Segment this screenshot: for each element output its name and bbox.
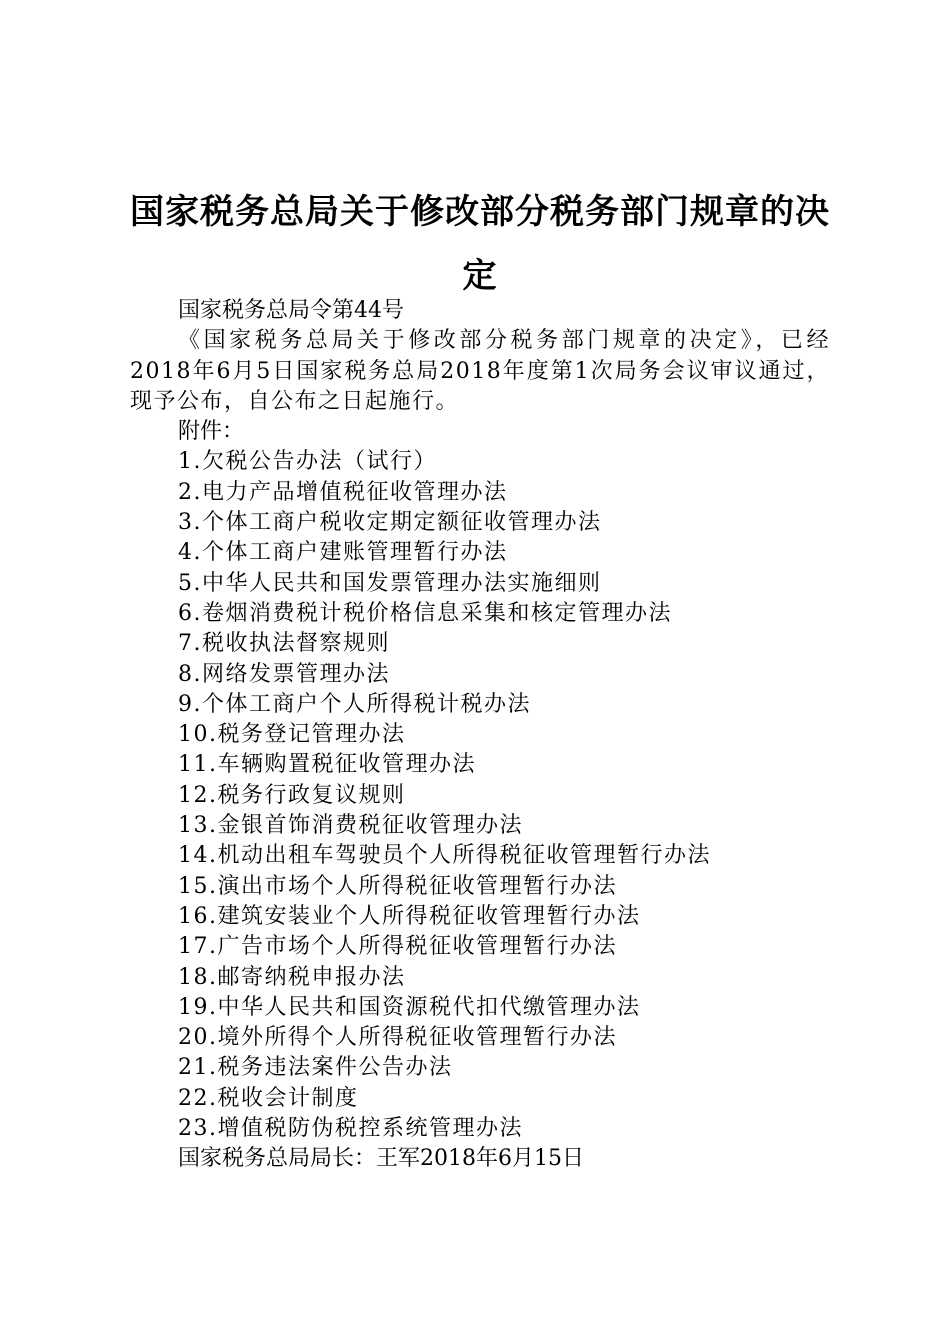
- order-number: 国家税务总局令第44号: [178, 298, 404, 323]
- list-item: 2.电力产品增值税征收管理办法: [178, 479, 508, 505]
- list-item: 18.邮寄纳税申报办法: [178, 964, 406, 990]
- list-item: 22.税收会计制度: [178, 1085, 359, 1111]
- list-item: 1.欠税公告办法（试行）: [178, 449, 437, 475]
- intro-paragraph: 《国家税务总局关于修改部分税务部门规章的决定》，已经2018年6月5日国家税务总局2018年度第1次局务会议审议通过，现予公布，自公布之日起施行。: [130, 328, 830, 414]
- list-item: 16.建筑安装业个人所得税征收管理暂行办法: [178, 903, 641, 929]
- list-item: 14.机动出租车驾驶员个人所得税征收管理暂行办法: [178, 843, 711, 869]
- list-item: 3.个体工商户税收定期定额征收管理办法: [178, 510, 602, 536]
- list-item: 13.金银首饰消费税征收管理办法: [178, 813, 523, 839]
- list-item: 6.卷烟消费税计税价格信息采集和核定管理办法: [178, 600, 672, 626]
- list-item: 17.广告市场个人所得税征收管理暂行办法: [178, 934, 617, 960]
- list-item: 8.网络发票管理办法: [178, 661, 390, 687]
- list-item: 23.增值税防伪税控系统管理办法: [178, 1116, 523, 1142]
- list-item: 11.车辆购置税征收管理办法: [178, 752, 476, 778]
- list-item: 12.税务行政复议规则: [178, 782, 406, 808]
- list-item: 9.个体工商户个人所得税计税办法: [178, 691, 531, 717]
- document-body: [130, 296, 830, 1175]
- list-item: 5.中华人民共和国发票管理办法实施细则: [178, 570, 602, 596]
- attachments-label: 附件：: [178, 419, 245, 445]
- list-item: 4.个体工商户建账管理暂行办法: [178, 540, 508, 566]
- list-item: 15.演出市场个人所得税征收管理暂行办法: [178, 873, 617, 899]
- list-item: 7.税收执法督察规则: [178, 631, 390, 657]
- list-item: 20.境外所得个人所得税征收管理暂行办法: [178, 1025, 617, 1051]
- list-item: 21.税务违法案件公告办法: [178, 1055, 453, 1081]
- list-item: 10.税务登记管理办法: [178, 722, 406, 748]
- document-title: 国家税务总局关于修改部分税务部门规章的决定: [130, 192, 830, 296]
- attachments-list: [130, 447, 830, 1144]
- signature-line: 国家税务总局局长：王军2018年6月15日: [178, 1146, 584, 1172]
- list-item: 19.中华人民共和国资源税代扣代缴管理办法: [178, 994, 641, 1020]
